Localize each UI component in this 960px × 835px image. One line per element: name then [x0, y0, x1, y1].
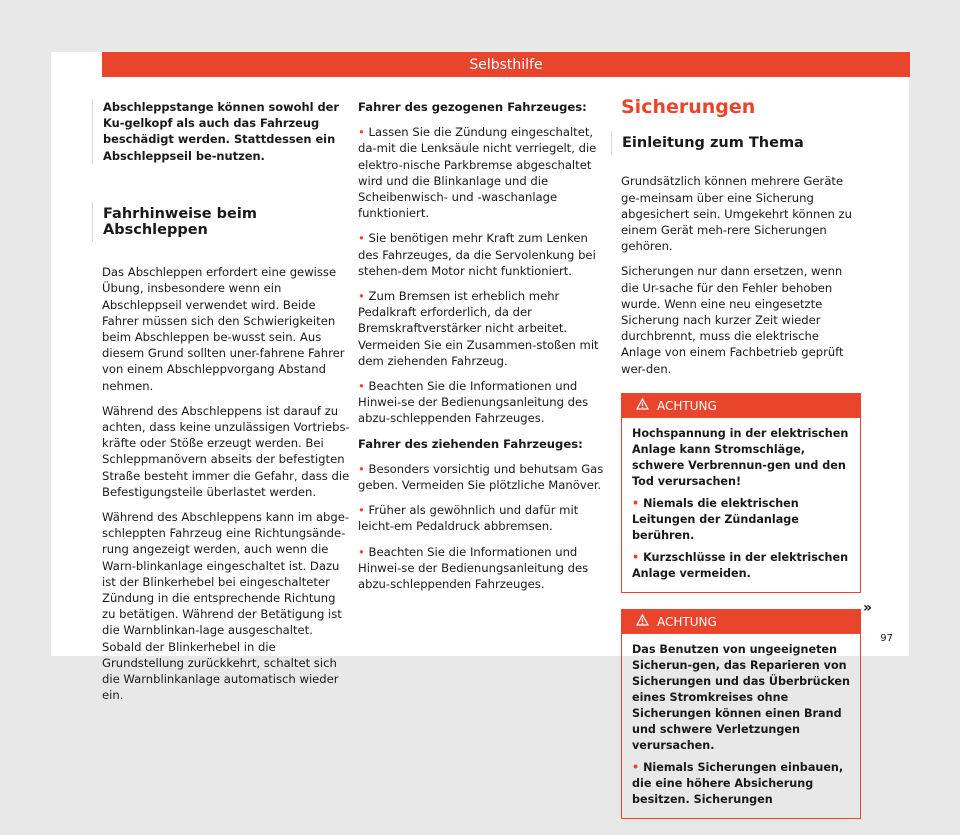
warning-header — [622, 610, 860, 634]
list-item: • Zum Bremsen ist erheblich mehr Pedalkraft erforderlich, da der Bremskraftverstärker nicht arbeitet. Vermeiden Sie ein Zusammen-stoßen mit dem ziehenden Fahrzeug. — [358, 289, 599, 368]
warning-header — [622, 394, 860, 418]
warning-label: ACHTUNG — [657, 614, 717, 629]
paragraph: Grundsätzlich können mehrere Geräte ge-meinsam über eine Sicherung abgesichert sein. Umgekehrt können zu einem Gerät meh-rere Sicherungen gehören. — [621, 174, 852, 254]
section-header: Selbsthilfe — [102, 52, 910, 77]
warning-body — [622, 418, 860, 592]
subheading-towing-driver: Fahrer des ziehenden Fahrzeuges: — [358, 436, 583, 451]
manual-page — [51, 52, 909, 806]
list-item: • Sie benötigen mehr Kraft zum Lenken des Fahrzeuges, da die Servolenkung bei stehen-dem Motor nicht funktioniert. — [358, 231, 596, 278]
section-heading-towing: Fahrhinweise beim Abschleppen — [92, 202, 352, 242]
chapter-title: Sicherungen — [621, 96, 756, 118]
column-left — [102, 99, 352, 713]
warning-text: Hochspannung in der elektrischen Anlage kann Stromschläge, schwere Verbrennun-gen und den Tod verursachen! — [632, 426, 849, 488]
warning-bullet: • Niemals Sicherungen einbauen, die eine höhere Absicherung besitzen. Sicherungen — [632, 760, 844, 806]
list-item: • Besonders vorsichtig und behutsam Gas geben. Vermeiden Sie plötzliche Manöver. — [358, 461, 604, 493]
page-number: 97 — [880, 633, 893, 644]
list-item: • Früher als gewöhnlich und dafür mit leicht-em Pedaldruck abbremsen. — [358, 503, 579, 534]
column-middle — [358, 99, 609, 601]
column-right — [621, 96, 861, 835]
warning-box — [621, 609, 861, 819]
subheading-towed-driver: Fahrer des gezogenen Fahrzeuges: — [358, 100, 587, 114]
topic-heading: Einleitung zum Thema — [611, 131, 861, 155]
warning-bullet: • Niemals die elektrischen Leitungen der Zündanlage berühren. — [632, 496, 799, 542]
warning-box — [621, 393, 861, 593]
paragraph: Während des Abschleppens ist darauf zu achten, dass keine unzulässigen Vortriebs-kräfte oder Stöße erzeugt werden. Bei Schleppmanövern abseits der befestigten Straße besteht immer die Gefahr, dass die Befestigungsteile überlastet werden. — [102, 403, 350, 499]
warning-bullet: • Kurzschlüsse in der elektrischen Anlage vermeiden. — [632, 550, 849, 580]
warning-body — [622, 634, 860, 818]
warning-triangle-icon — [636, 610, 649, 634]
paragraph: Sicherungen nur dann ersetzen, wenn die Ur-sache für den Fehler behoben wurde. Wenn eine neu eingesetzte Sicherung nach kurzer Zeit wieder durchbrennt, muss die elektrische Anlage von einem Fachbetrieb geprüft wer-den. — [621, 264, 844, 376]
paragraph: Während des Abschleppens kann im abge-schleppten Fahrzeug eine Richtungsände-rung angezeigt werden, auch wenn die Warn-blinkanlage eingeschaltet ist. Dazu ist der Blinkerhebel bei eingeschalteter Zündung in die entsprechende Richtung zu betätigen. Während der Betätigung ist die Warnblinkan-lage ausgeschaltet. Sobald der Blinkerhebel in die Grundstellung zurückkehrt, schaltet sich die Warnblinkanlage automatisch wieder ein. — [102, 510, 350, 703]
list-item: • Beachten Sie die Informationen und Hinwei-se der Bedienungsanleitung des abzu-schleppenden Fahrzeuges. — [358, 379, 589, 426]
paragraph: Das Abschleppen erfordert eine gewisse Übung, insbesondere wenn ein Abschleppseil verwendet wird. Beide Fahrer müssen sich den Schwierigkeiten beim Abschleppen be-wusst sein. Aus diesem Grund sollten uner-fahrene Fahrer von einem Abschleppvorgang Abstand nehmen. — [102, 265, 345, 393]
continue-arrow-icon: » — [863, 600, 873, 616]
list-item: • Beachten Sie die Informationen und Hinwei-se der Bedienungsanleitung des abzu-schleppenden Fahrzeuges. — [358, 544, 589, 592]
warning-triangle-icon — [636, 394, 649, 418]
warning-label: ACHTUNG — [657, 398, 717, 413]
warning-text: Das Benutzen von ungeeigneten Sicherun-gen, das Reparieren von Sicherungen und das Überbrücken eines Stromkreises ohne Sicherungen können einen Brand und schwere Verletzungen verursachen. — [632, 642, 850, 752]
list-item: • Lassen Sie die Zündung eingeschaltet, da-mit die Lenksäule nicht verriegelt, die elektro-nische Parkbremse abgeschaltet wird und die Blinkanlage und die Scheibenwisch- und -waschanlage funktioniert. — [358, 125, 597, 221]
warning-continuation: Abschleppstange können sowohl der Ku-gelkopf als auch das Fahrzeug beschädigt werden. Stattdessen ein Abschleppseil be-nutzen. — [92, 99, 352, 164]
